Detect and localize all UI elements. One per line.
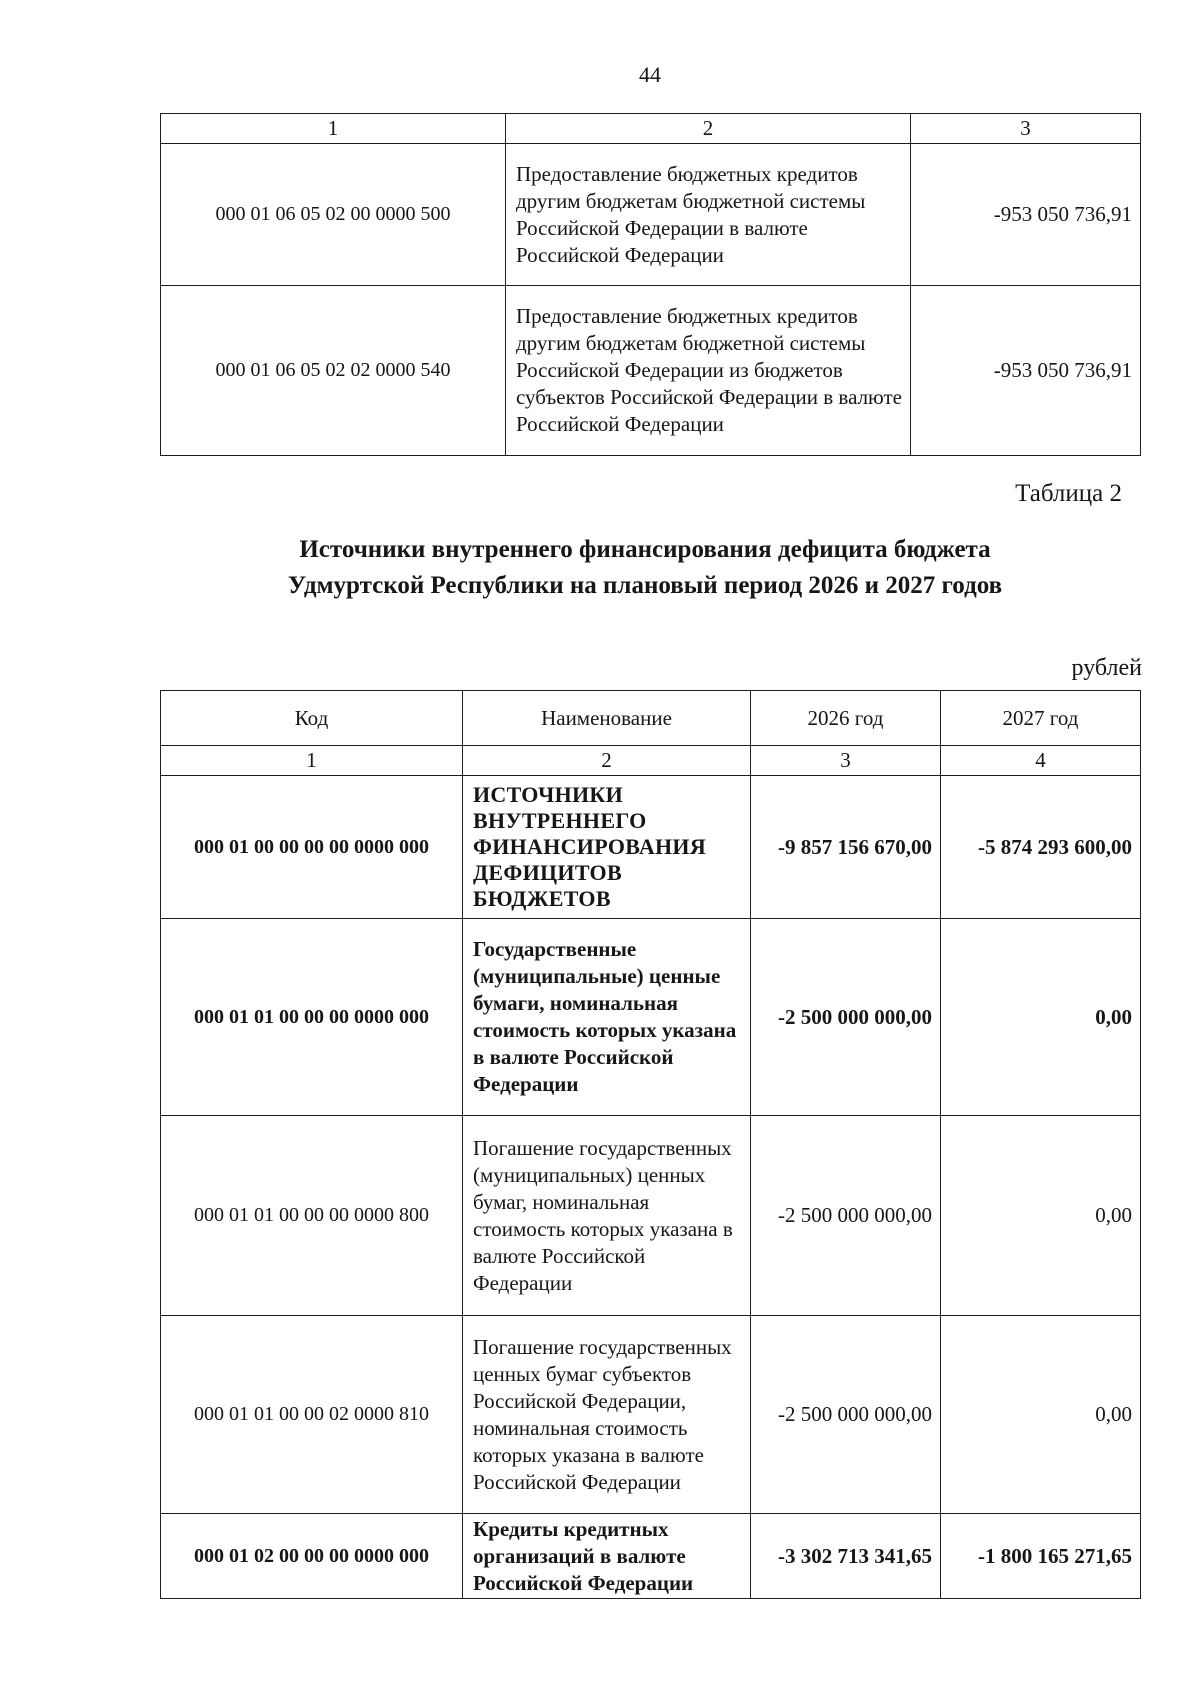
column-number: 1 [161,114,506,144]
source-name: ИСТОЧНИКИ ВНУТРЕННЕГО ФИНАНСИРОВАНИЯ ДЕФИЦИТОВ БЮДЖЕТОВ [463,776,751,919]
table-row [161,286,1141,456]
column-number: 3 [911,114,1141,144]
budget-code: 000 01 00 00 00 00 0000 000 [161,776,463,919]
amount-2027: -1 800 165 271,65 [941,1514,1141,1599]
amount-2026: -3 302 713 341,65 [751,1514,941,1599]
table-header-row [161,691,1141,746]
column-number: 2 [506,114,911,144]
table-row [161,144,1141,286]
amount-2026: -2 500 000 000,00 [751,1116,941,1316]
amount: -953 050 736,91 [911,144,1141,286]
table-caption: Таблица 2 [1015,480,1122,507]
column-number: 1 [161,746,463,776]
amount: -953 050 736,91 [911,286,1141,456]
source-name: Государственные (муниципальные) ценные бумаги, номинальная стоимость которых указана в валюте Российской Федерации [463,919,751,1116]
header-code: Код [161,691,463,746]
amount-2027: 0,00 [941,1116,1141,1316]
budget-code: 000 01 06 05 02 00 0000 500 [161,144,506,286]
source-name: Предоставление бюджетных кредитов другим бюджетам бюджетной системы Российской Федерации в валюте Российской Федерации [506,144,911,286]
column-number: 2 [463,746,751,776]
budget-code: 000 01 02 00 00 00 0000 000 [161,1514,463,1599]
column-number: 3 [751,746,941,776]
table-header-row [161,114,1141,144]
header-name: Наименование [463,691,751,746]
source-name: Кредиты кредитных организаций в валюте Российской Федерации [463,1514,751,1599]
table-title: Источники внутреннего финансирования дефицита бюджета Удмуртской Республики на плановый период 2026 и 2027 годов [287,536,1003,599]
budget-code: 000 01 01 00 00 00 0000 800 [161,1116,463,1316]
source-name: Погашение государственных (муниципальных) ценных бумаг, номинальная стоимость которых указана в валюте Российской Федерации [463,1116,751,1316]
header-year-2027: 2027 год [941,691,1141,746]
source-name: Погашение государственных ценных бумаг субъектов Российской Федерации, номинальная стоимость которых указана в валюте Российской Федерации [463,1316,751,1514]
table-row [161,1514,1141,1599]
amount-2026: -2 500 000 000,00 [751,1316,941,1514]
page-number: 44 [639,62,661,87]
table-row [161,776,1141,919]
budget-code: 000 01 06 05 02 02 0000 540 [161,286,506,456]
sources-table-continued [160,113,1141,456]
column-numbers-row [161,746,1141,776]
amount-2027: 0,00 [941,919,1141,1116]
budget-code: 000 01 01 00 00 00 0000 000 [161,919,463,1116]
table-row [161,919,1141,1116]
amount-2027: 0,00 [941,1316,1141,1514]
units-label: рублей [1071,655,1142,681]
table-row [161,1116,1141,1316]
amount-2027: -5 874 293 600,00 [941,776,1141,919]
column-number: 4 [941,746,1141,776]
amount-2026: -2 500 000 000,00 [751,919,941,1116]
amount-2026: -9 857 156 670,00 [751,776,941,919]
header-year-2026: 2026 год [751,691,941,746]
table-row [161,1316,1141,1514]
financing-sources-table [160,690,1141,1599]
budget-code: 000 01 01 00 00 02 0000 810 [161,1316,463,1514]
source-name: Предоставление бюджетных кредитов другим бюджетам бюджетной системы Российской Федерации из бюджетов субъектов Российской Федерации в валюте Российской Федерации [506,286,911,456]
